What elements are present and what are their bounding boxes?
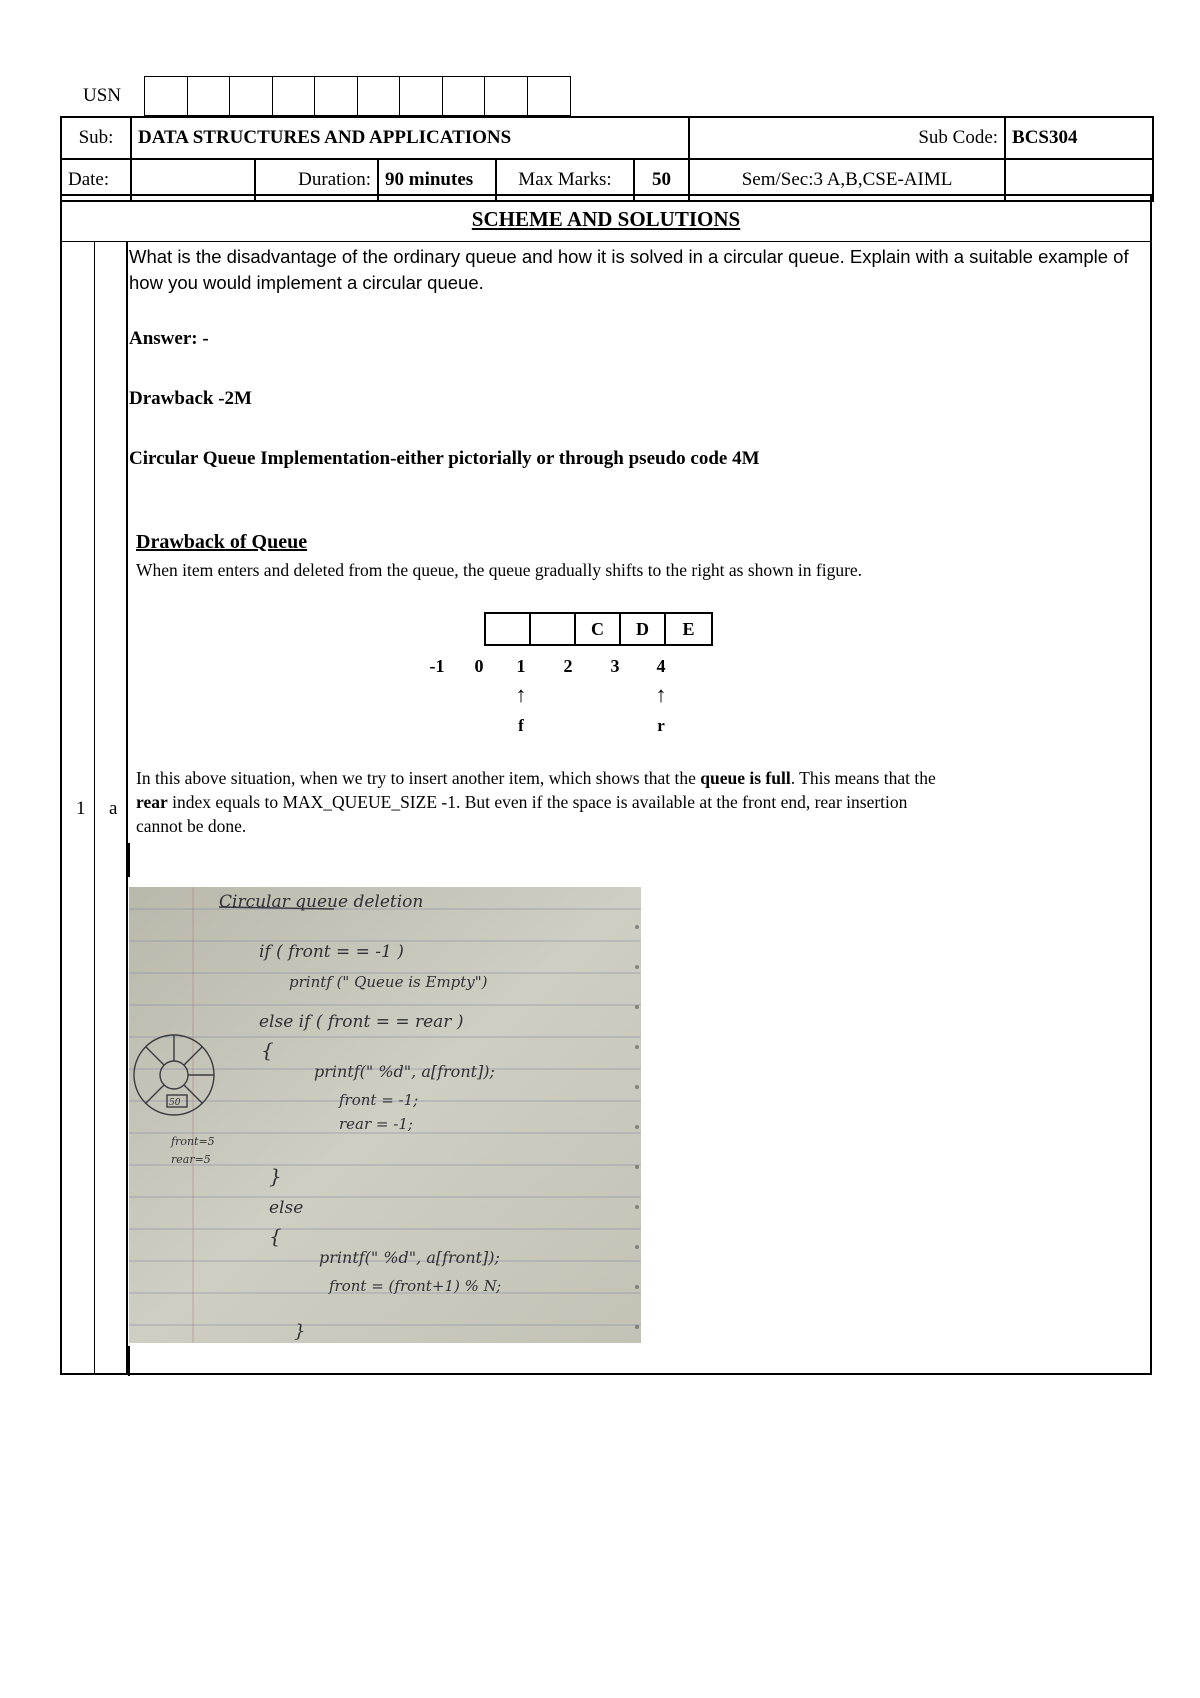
explanation-text: index equals to MAX_QUEUE_SIZE -1. But even if the space is available at the front end, rear insertion cannot be done. (136, 792, 908, 836)
usn-digit-box[interactable] (230, 77, 273, 115)
note-line: printf(" %d", a[front]); (314, 1062, 495, 1081)
note-line: front = -1; (339, 1091, 419, 1109)
note-line: printf(" %d", a[front]); (319, 1248, 500, 1267)
note-diagram-label: front=5 (171, 1135, 215, 1148)
subject-name: DATA STRUCTURES AND APPLICATIONS (131, 117, 689, 159)
front-arrow-icon: ↑ (515, 682, 527, 707)
queue-array (484, 612, 713, 646)
usn-digit-box[interactable] (273, 77, 316, 115)
queue-full-explanation (136, 766, 936, 838)
rear-emphasis: rear (136, 792, 168, 812)
rear-arrow-icon: ↑ (655, 682, 667, 707)
question-part: a (109, 798, 118, 819)
question-text: What is the disadvantage of the ordinary queue and how it is solved in a circular queue. Explain with a suitable example of how you would implement a circular queue. (129, 246, 1129, 293)
scheme-implementation-marks: Circular Queue Implementation-either pictorially or through pseudo code 4M (129, 448, 760, 469)
note-line: printf (" Queue is Empty") (289, 973, 488, 991)
explanation-text: In this above situation, when we try to insert another item, which shows that the (136, 768, 701, 788)
header-table (60, 116, 1154, 202)
usn-boxes (144, 76, 571, 116)
queue-index: 3 (610, 656, 620, 676)
note-title: Circular queue deletion (219, 892, 424, 912)
queue-diagram (422, 612, 722, 742)
note-line: else if ( front = = rear ) (259, 1012, 464, 1032)
usn-digit-box[interactable] (485, 77, 528, 115)
queue-cell: E (682, 619, 695, 639)
note-diagram-label: rear=5 (171, 1153, 211, 1166)
column-divider (126, 242, 128, 1373)
usn-row (60, 76, 571, 116)
queue-index: 4 (656, 656, 666, 676)
scheme-drawback-marks: Drawback -2M (129, 388, 252, 409)
usn-digit-box[interactable] (188, 77, 231, 115)
queue-full-emphasis: queue is full (700, 768, 791, 788)
date-label: Date: (61, 159, 131, 201)
margin-mark (128, 843, 130, 877)
queue-index: 1 (516, 656, 526, 676)
queue-index: 2 (563, 656, 573, 676)
queue-index: 0 (474, 656, 484, 676)
duration-label: Duration: (255, 159, 378, 201)
explanation-text: . This means that the (790, 768, 936, 788)
queue-cell: D (621, 614, 666, 644)
queue-cell (531, 614, 576, 644)
queue-cell: C (576, 614, 621, 644)
queue-index: -1 (429, 656, 445, 676)
question-block (60, 241, 1152, 1375)
answer-label: Answer: - (129, 328, 209, 349)
drawback-title: Drawback of Queue (136, 531, 308, 553)
section-title: SCHEME AND SOLUTIONS (471, 207, 741, 231)
handwritten-note-drawing (129, 887, 641, 1343)
duration-value: 90 minutes (378, 159, 496, 201)
note-diagram-label: 50 (169, 1098, 181, 1108)
usn-digit-box[interactable] (358, 77, 401, 115)
margin-mark (128, 1346, 130, 1376)
rear-pointer-label: r (657, 716, 665, 735)
column-divider (94, 242, 95, 1373)
usn-digit-box[interactable] (315, 77, 358, 115)
note-line: else (269, 1198, 304, 1218)
max-marks-value: 50 (634, 159, 689, 201)
note-line: { (269, 1224, 282, 1248)
usn-digit-box[interactable] (528, 77, 571, 115)
front-pointer-label: f (518, 716, 524, 735)
note-line: } (269, 1164, 282, 1188)
sub-code-label: Sub Code: (689, 117, 1005, 159)
usn-label: USN (82, 85, 121, 106)
note-line: front = (front+1) % N; (329, 1277, 502, 1295)
queue-cell (486, 614, 531, 644)
usn-digit-box[interactable] (145, 77, 188, 115)
handwritten-note-photo (129, 887, 641, 1343)
section-title-bar (60, 194, 1152, 242)
note-line: { (261, 1038, 274, 1062)
sub-code-value: BCS304 (1005, 117, 1153, 159)
header-row-subject (61, 117, 1153, 159)
note-line: if ( front = = -1 ) (259, 942, 404, 962)
max-marks-label: Max Marks: (496, 159, 634, 201)
usn-digit-box[interactable] (400, 77, 443, 115)
usn-digit-box[interactable] (443, 77, 486, 115)
question-number: 1 (76, 798, 86, 819)
drawback-text: When item enters and deleted from the queue, the queue gradually shifts to the right as shown in figure. (136, 560, 863, 580)
sub-label: Sub: (61, 117, 131, 159)
question-content (129, 244, 1144, 470)
note-line: rear = -1; (339, 1115, 413, 1133)
note-line: } (294, 1321, 306, 1342)
sem-sec-value: Sem/Sec:3 A,B,CSE-AIML (689, 159, 1005, 201)
